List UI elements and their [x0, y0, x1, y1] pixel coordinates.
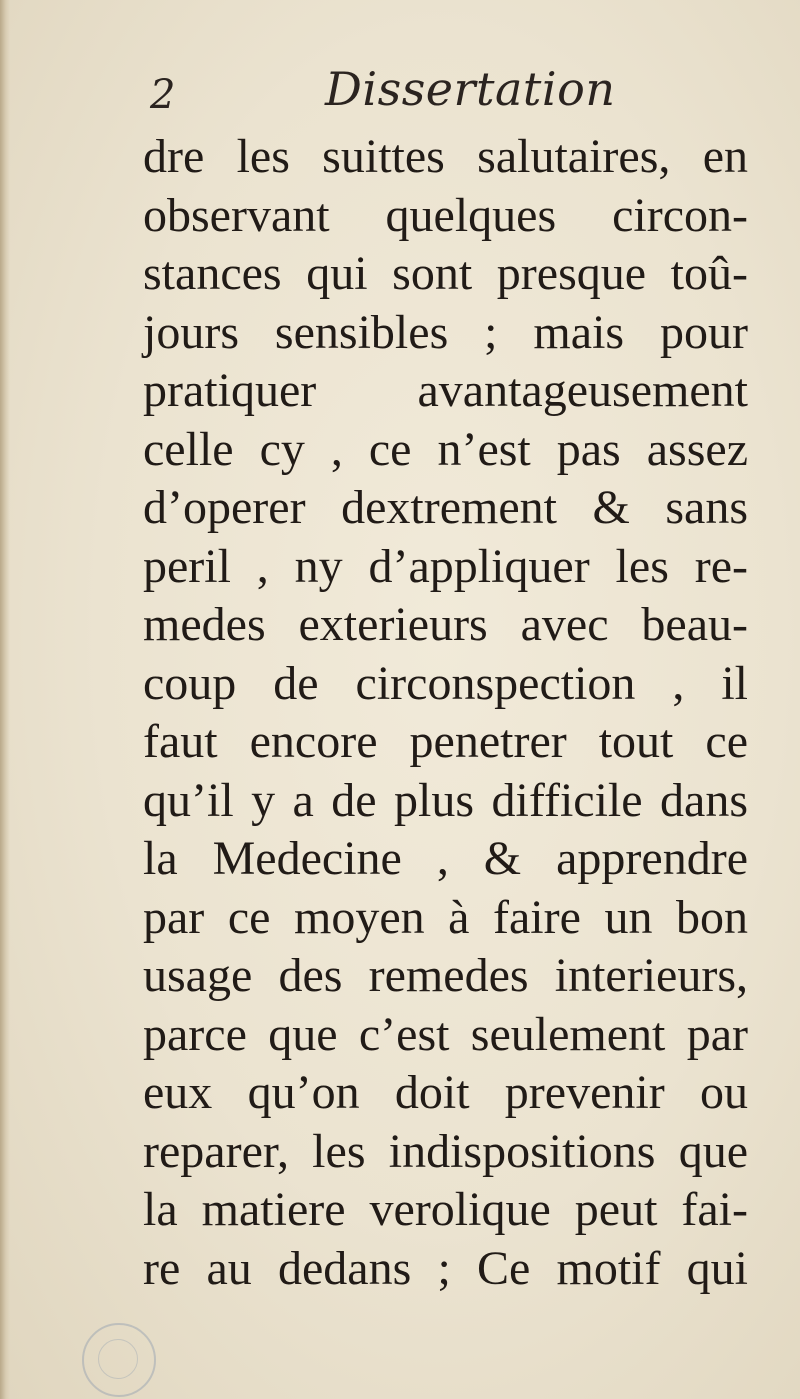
text-line: dre les suittes salutaires, en [143, 130, 748, 183]
text-line: jours sensibles ; mais pour [143, 305, 748, 359]
body-text [143, 128, 748, 1298]
text-line: parce que c’est seulement par [143, 1007, 748, 1061]
text-line: celle cy , ce n’est pas assez [143, 422, 748, 476]
text-line: reparer, les indispositions que [143, 1124, 748, 1178]
text-line: d’operer dextrement & sans [143, 481, 748, 534]
text-line: peril , ny d’appliquer les re- [143, 539, 748, 593]
text-line: medes exterieurs avec beau- [143, 598, 748, 651]
library-stamp [82, 1323, 156, 1397]
text-line: la Medecine , & apprendre [143, 832, 748, 885]
text-line: re au dedans ; Ce motif qui [143, 1241, 748, 1295]
page-header [150, 62, 750, 132]
running-title: Dissertation [325, 62, 616, 116]
text-line: usage des remedes interieurs, [143, 949, 748, 1002]
text-line: pratiquer avantageusement [143, 364, 748, 417]
text-line: observant quelques circon- [143, 188, 748, 242]
text-line: par ce moyen à faire un bon [143, 890, 748, 944]
text-line: la matiere verolique peut fai- [143, 1183, 748, 1236]
page-binding-edge [0, 0, 10, 1399]
text-line: qu’il y a de plus difficile dans [143, 773, 748, 827]
text-line: faut encore penetrer tout ce [143, 715, 748, 768]
text-line: stances qui sont presque toû- [143, 247, 748, 300]
library-stamp-inner-ring [98, 1339, 138, 1379]
text-line: eux qu’on doit prevenir ou [143, 1066, 748, 1119]
text-line: coup de circonspection , il [143, 656, 748, 710]
page-number: 2 [150, 72, 176, 118]
